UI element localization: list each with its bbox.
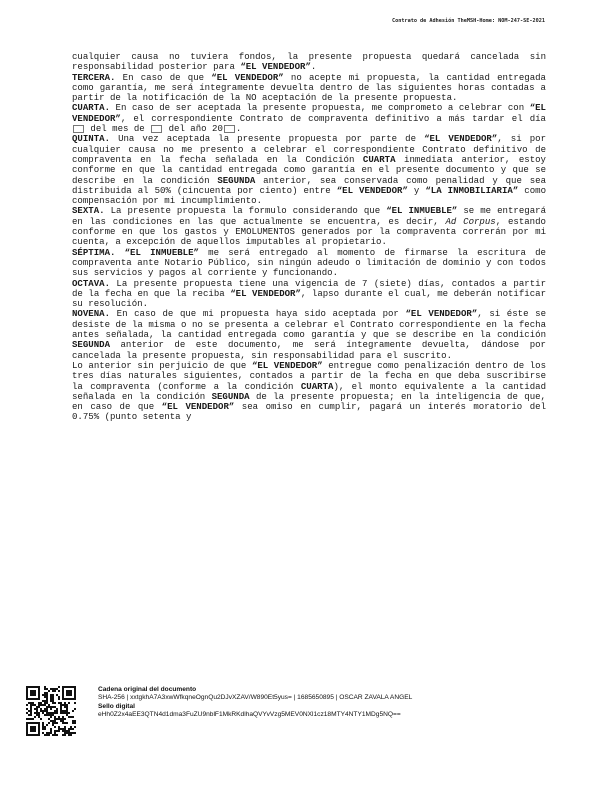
text: . [235, 123, 242, 135]
sello-value: eHh0Z2x4aEE3QTN4d1dma3FuZU9nblF1MkRKdlhaQVYvVzg5MEV0NXl1cz18MTY4NTY1MDg5NQ== [98, 710, 401, 718]
text: En caso de que [115, 71, 212, 83]
text: , lapso durante el cual, me deberán notificar su resolución. [72, 287, 547, 310]
text: del año 20 [163, 123, 223, 135]
clause-label: CUARTA. [72, 102, 111, 114]
text: En caso de que mi propuesta haya sido aceptada por [110, 308, 406, 320]
text: inmediata anterior, estoy conforme en que la cantidad entregada como garantía en el presente documento y que se describe en la condición [72, 153, 546, 186]
signature-footer [26, 686, 586, 741]
paragraph-continuation [72, 52, 546, 73]
party-vendedor: “EL VENDEDOR” [405, 308, 478, 320]
text: Una vez aceptada la presente propuesta por parte de [110, 133, 425, 145]
document-body [72, 52, 546, 423]
sello-label: Sello digital [98, 702, 136, 710]
clause-reference: CUARTA [300, 380, 334, 392]
contract-reference-header: Contrato de Adhesión TheMSH-Home: NOM-247-SE-2021 [391, 18, 545, 24]
party-inmueble: “EL INMUEBLE” [124, 246, 199, 258]
text: ), el monto equivalente a la cantidad señalada en la condición [72, 380, 546, 402]
party-vendedor: “EL VENDEDOR” [336, 184, 408, 196]
text: de la presente propuesta; en la inteligencia de que, en caso de que [72, 390, 546, 413]
clause-label: QUINTA. [72, 133, 111, 145]
year-blank-field[interactable] [224, 125, 235, 133]
text: La presente propuesta la formulo considerando que [104, 205, 387, 217]
clause-reference: SEGUNDA [72, 339, 111, 351]
clause-reference: SEGUNDA [211, 390, 250, 402]
party-inmobiliaria: “LA INMOBILIARIA” [425, 184, 519, 196]
cadena-value: SHA-256 | xxtgkhA7A3xwWfkqneOgnQu2DJvXZAV/W890Et5yus= | 1685650895 | OSCAR ZAVALA ANGEL [98, 694, 413, 702]
party-vendedor: “EL VENDEDOR” [240, 61, 311, 73]
text: En caso de ser aceptada la presente propuesta, me comprometo a celebrar con [110, 102, 530, 114]
signature-block [98, 686, 412, 719]
cadena-label: Cadena original del documento [98, 686, 197, 693]
text: como compensación por mi incumplimiento. [72, 184, 547, 207]
clause-sexta [72, 206, 546, 247]
text: del mes de [85, 123, 151, 135]
text: sea omiso en cumplir, pagará un interés moratorio del 0.75% (punto setenta y [72, 401, 547, 423]
clause-cuarta [72, 103, 546, 134]
text: Lo anterior sin perjuicio de que [72, 359, 252, 371]
clause-label: SÉPTIMA. [72, 246, 116, 258]
text: , el correspondiente Contrato de compraventa definitivo a más tardar el día [120, 112, 546, 124]
clause-tercera [72, 73, 546, 104]
party-vendedor: “EL VENDEDOR” [211, 71, 284, 83]
clause-novena [72, 309, 546, 360]
clause-label: TERCERA. [72, 71, 116, 83]
text: entregue como penalización dentro de los tres días naturales siguientes, contados a partir de la fecha en que deba suscribirse la compraventa (conforme a la condición [72, 359, 547, 392]
party-vendedor: “EL VENDEDOR” [251, 359, 323, 371]
text: , si por cualquier causa no me presento a celebrar el correspondiente Contrato definitivo de compraventa en la fecha señalada en la Condición [72, 133, 546, 165]
text: se me entregará en las condiciones en las que actualmente se encuentra, es decir, [72, 205, 546, 227]
clause-septima [72, 248, 546, 279]
party-vendedor: “EL VENDEDOR” [230, 287, 301, 299]
clause-label: SEXTA. [72, 205, 105, 217]
party-vendedor: “EL VENDEDOR” [72, 102, 546, 124]
text: y [407, 184, 426, 196]
ad-corpus-term: Ad Corpus [445, 215, 496, 227]
clause-octava [72, 279, 546, 310]
text: . [310, 61, 317, 73]
party-vendedor: “EL VENDEDOR” [424, 133, 498, 145]
paragraph-final [72, 361, 546, 423]
text: anterior de este documento, me será íntegramente devuelta, dándose por cancelada la presente propuesta, sin responsabilidad para el suscrito. [72, 339, 546, 361]
clause-label: NOVENA. [72, 308, 111, 320]
text: cualquier causa no tuviera fondos, la presente propuesta quedará cancelada sin responsabilidad posterior para [72, 51, 546, 73]
qr-code-icon [26, 686, 76, 736]
party-inmueble: “EL INMUEBLE” [386, 205, 458, 217]
month-blank-field[interactable] [151, 125, 162, 133]
party-vendedor: “EL VENDEDOR” [161, 401, 235, 413]
text: no acepte mi propuesta, la cantidad entregada como garantía, me será íntegramente devuelta dentro de las siguientes horas contadas a partir de la notificación de la NO aceptación de la presente propuesta. [72, 71, 546, 104]
text: La presente propuesta tiene una vigencia de 7 (siete) días, contados a partir de la fecha en que la reciba [72, 277, 546, 299]
day-blank-field[interactable] [73, 125, 84, 133]
clause-reference: SEGUNDA [217, 174, 256, 186]
text: , si éste se desiste de la misma o no se presenta a celebrar el Contrato correspondiente en la fecha antes señalada, la cantidad entregada como garantía y que se describe en la condición [72, 308, 547, 341]
text: me será entregado al momento de firmarse la escritura de compraventa ante Notario Público, sin ningún adeudo o limitación de dominio y con todos sus servicios y pagos al corriente y funcionando. [72, 246, 546, 279]
clause-quinta [72, 134, 546, 206]
text: , estando conforme en que los gastos y EMOLUMENTOS generados por la compraventa correrán por mi cuenta, a excepción de aquellos imputables al propietario. [72, 215, 546, 248]
clause-reference: CUARTA [362, 153, 396, 165]
clause-label: OCTAVA. [72, 277, 111, 289]
text: anterior, sea conservada como penalidad y que sea distribuida al 50% (cincuenta por ciento) entre [72, 174, 546, 196]
